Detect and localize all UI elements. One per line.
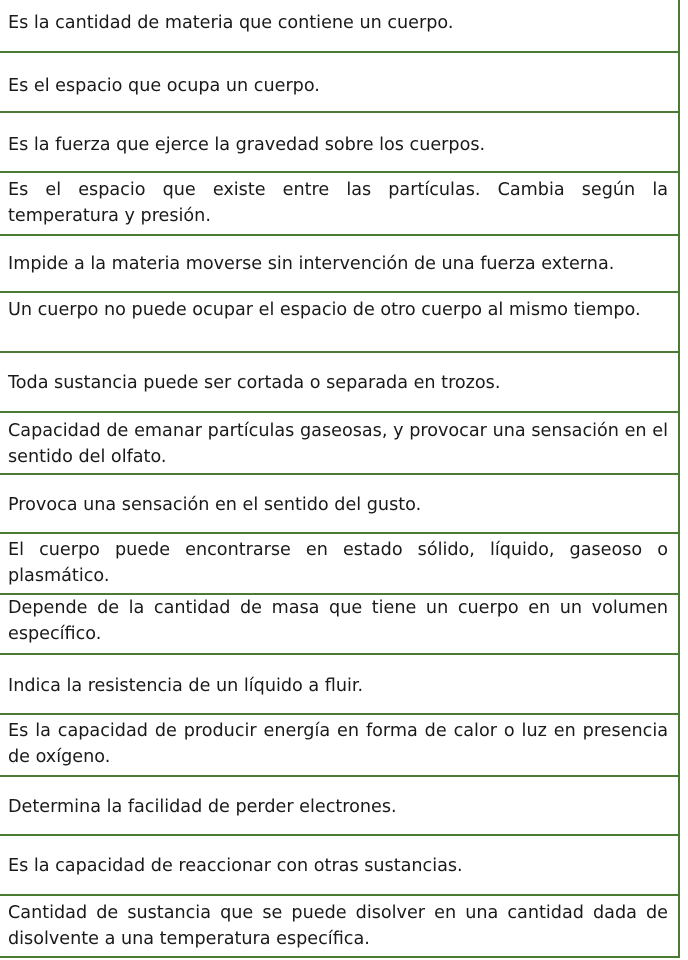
table-row — [0, 293, 678, 353]
row-text: Provoca una sensación en el sentido del gusto. — [8, 495, 422, 515]
table-row — [0, 655, 678, 715]
row-text: Capacidad de emanar partículas gaseosas, y provocar una sensación en el sentido del olfato. — [8, 421, 668, 467]
row-text: Indica la resistencia de un líquido a fluir. — [8, 676, 364, 696]
table-row — [0, 413, 678, 475]
row-text: Toda sustancia puede ser cortada o separada en trozos. — [8, 373, 501, 393]
table-row — [0, 173, 678, 236]
row-text: Es la capacidad de producir energía en forma de calor o luz en presencia de oxígeno. — [8, 721, 668, 767]
row-text: Es la fuerza que ejerce la gravedad sobre los cuerpos. — [8, 135, 486, 155]
row-text: Cantidad de sustancia que se puede disolver en una cantidad dada de disolvente a una temperatura específica. — [8, 903, 668, 949]
table-row — [0, 0, 678, 53]
table-row — [0, 353, 678, 413]
row-text: Es el espacio que existe entre las partículas. Cambia según la temperatura y presión. — [8, 180, 668, 226]
table-row — [0, 836, 678, 896]
table-row — [0, 595, 678, 655]
row-text: Es el espacio que ocupa un cuerpo. — [8, 76, 320, 96]
table-row — [0, 777, 678, 836]
row-text: Impide a la materia moverse sin intervención de una fuerza externa. — [8, 254, 615, 274]
table-row — [0, 113, 678, 173]
table-row — [0, 53, 678, 113]
row-text: Determina la facilidad de perder electrones. — [8, 797, 397, 817]
table-row — [0, 715, 678, 777]
table-row — [0, 236, 678, 293]
table-row — [0, 475, 678, 534]
row-text: Es la cantidad de materia que contiene un cuerpo. — [8, 13, 454, 33]
row-text: Es la capacidad de reaccionar con otras sustancias. — [8, 856, 463, 876]
row-text: Un cuerpo no puede ocupar el espacio de otro cuerpo al mismo tiempo. — [8, 300, 641, 320]
row-text: El cuerpo puede encontrarse en estado sólido, líquido, gaseoso o plasmático. — [8, 540, 668, 586]
table-row — [0, 534, 678, 595]
row-text: Depende de la cantidad de masa que tiene un cuerpo en un volumen específico. — [8, 598, 668, 644]
table-row — [0, 896, 678, 956]
